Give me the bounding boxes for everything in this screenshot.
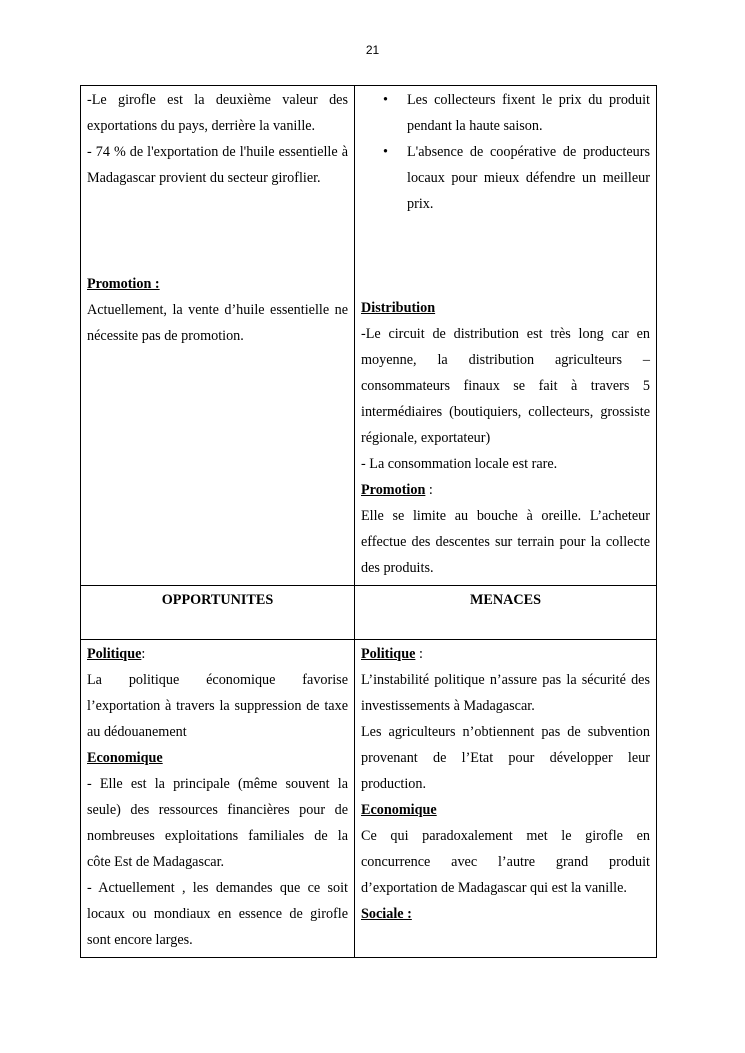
promotion-heading-right: Promotion [361, 482, 426, 498]
politique-heading-right-line: Politique : [361, 646, 423, 662]
spacer [87, 191, 348, 271]
local-consumption-text: - La consommation locale est rare. [361, 456, 558, 472]
economique-text-left-2: - Actuellement , les demandes que ce soit locaux ou mondiaux en essence de girofle sont encore larges. [87, 880, 348, 948]
promotion-text-left: Actuellement, la vente d’huile essentielle ne nécessite pas de promotion. [87, 302, 348, 344]
politique-text-right-2: Les agriculteurs n’obtiennent pas de subvention provenant de l’Etat pour développer leur production. [361, 724, 650, 792]
politique-text-right-1: L’instabilité politique n’assure pas la sécurité des investissements à Madagascar. [361, 672, 650, 714]
swot-table [80, 85, 657, 958]
threats-header: MENACES [355, 586, 657, 640]
politique-heading-left-line: Politique: [87, 646, 146, 662]
opportunities-header: OPPORTUNITES [81, 586, 355, 640]
bullet-icon: • [383, 144, 388, 160]
export-value-text: -Le girofle est la deuxième valeur des exportations du pays, derrière la vanille. [87, 92, 348, 134]
row3-left-cell [81, 640, 355, 958]
row1-right-cell [355, 86, 657, 586]
economique-text-right: Ce qui paradoxalement met le girofle en concurrence avec l’autre grand produit d’exportation de Madagascar qui est la vanille. [361, 828, 650, 896]
distribution-text: -Le circuit de distribution est très long car en moyenne, la distribution agriculteurs – consommateurs finaux se fait à travers 5 intermédiaires (boutiquiers, collecteurs, grossiste régionale, exportateur) [361, 326, 650, 446]
row1-left-cell [81, 86, 355, 586]
essential-oil-share-text: - 74 % de l'exportation de l'huile essentielle à Madagascar provient du secteur giroflier. [87, 144, 348, 186]
spacer [361, 217, 650, 295]
economique-text-left-1: - Elle est la principale (même souvent la seule) des ressources financières pour de nombreuses exploitations familiales de la côte Est de Madagascar. [87, 776, 348, 870]
list-item: • Les collecteurs fixent le prix du produit pendant la haute saison. [407, 87, 650, 139]
page-number: 21 [365, 43, 380, 57]
politique-heading-left: Politique [87, 646, 142, 662]
weakness-row [81, 86, 657, 586]
promotion-text-right: Elle se limite au bouche à oreille. L’acheteur effectue des descentes sur terrain pour la collecte des produits. [361, 508, 650, 576]
distribution-heading: Distribution [361, 300, 436, 316]
list-item: • L'absence de coopérative de producteurs locaux pour mieux défendre un meilleur prix. [407, 139, 650, 217]
row3-right-cell [355, 640, 657, 958]
bullet-icon: • [383, 92, 388, 108]
bullet-list [361, 87, 650, 217]
politique-text-left: La politique économique favorise l’exportation à travers la suppression de taxe au dédouanement [87, 672, 348, 740]
opportunities-threats-row [81, 640, 657, 958]
header-row [81, 586, 657, 640]
sociale-heading: Sociale : [361, 906, 412, 922]
politique-heading-right: Politique [361, 646, 416, 662]
promotion-heading-left: Promotion : [87, 276, 160, 292]
promotion-heading-right-line: Promotion : [361, 482, 433, 498]
economique-heading-right: Economique [361, 802, 437, 818]
economique-heading-left: Economique [87, 750, 163, 766]
